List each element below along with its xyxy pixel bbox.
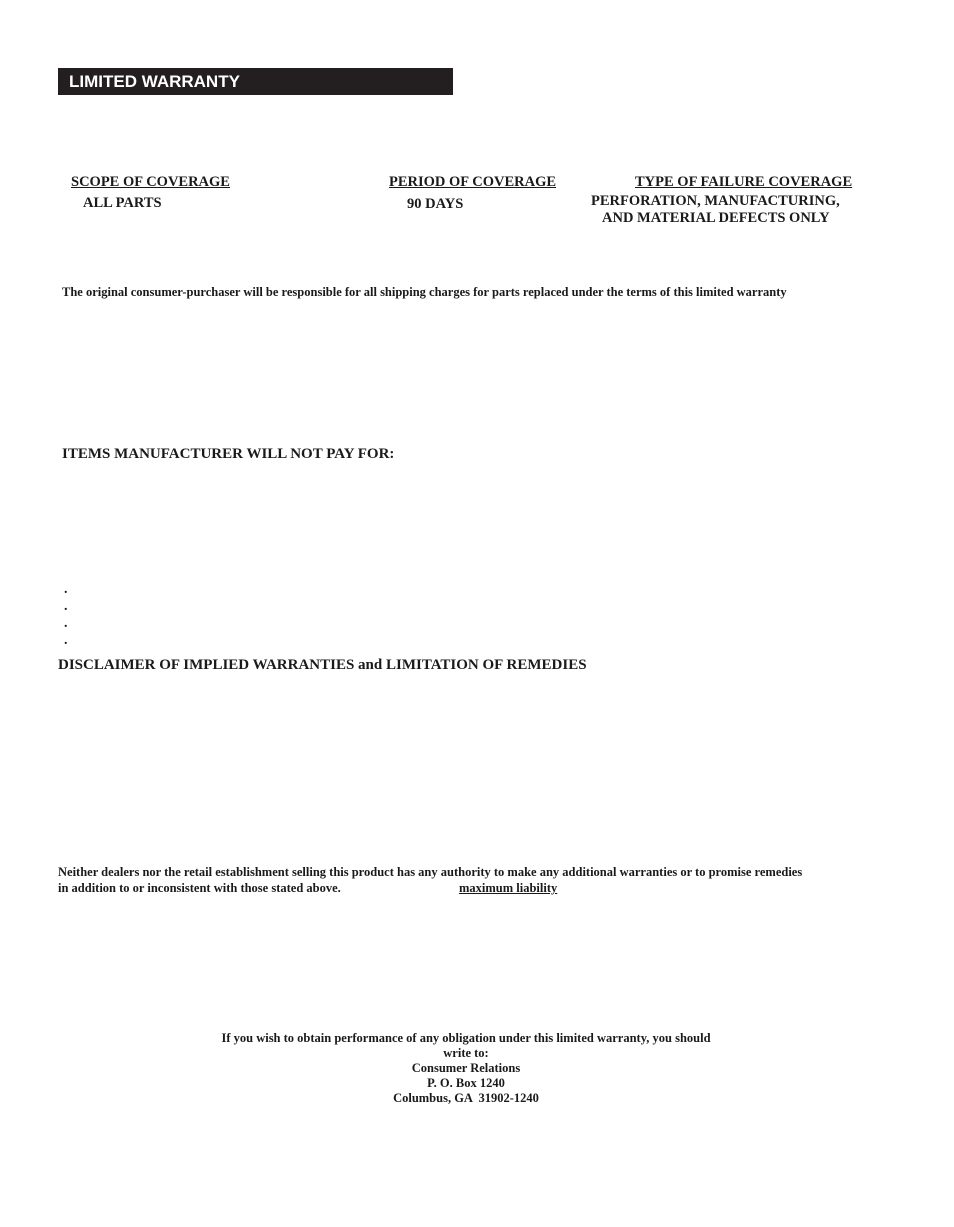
contact-city: Columbus, GA 31902-1240 — [393, 1091, 539, 1105]
list-item: . — [64, 599, 68, 614]
contact-name: Consumer Relations — [411, 1061, 521, 1075]
banner-title: LIMITED WARRANTY — [69, 72, 240, 91]
dealers-note-line2: in addition to or inconsistent with those stated above. — [58, 881, 341, 895]
list-item: . — [64, 633, 68, 648]
disclaimer-heading: DISCLAIMER OF IMPLIED WARRANTIES and LIMITATION OF REMEDIES — [58, 657, 587, 673]
scope-of-coverage-value: ALL PARTS — [83, 195, 162, 211]
dealers-note-line1: Neither dealers nor the retail establishment selling this product has any authority to make any additional warranties or to promise remedies — [58, 865, 803, 879]
maximum-liability-label: maximum liability — [459, 881, 558, 895]
failure-coverage-value-line2: AND MATERIAL DEFECTS ONLY — [602, 210, 830, 226]
failure-coverage-header: TYPE OF FAILURE COVERAGE — [635, 174, 853, 190]
contact-line1: If you wish to obtain performance of any obligation under this limited warranty, you should — [221, 1031, 711, 1045]
contact-po-box: P. O. Box 1240 — [427, 1076, 505, 1090]
items-not-paid-heading: ITEMS MANUFACTURER WILL NOT PAY FOR: — [62, 446, 395, 462]
scope-of-coverage-header: SCOPE OF COVERAGE — [71, 174, 230, 190]
shipping-charges-note: The original consumer-purchaser will be responsible for all shipping charges for parts replaced under the terms of this limited warranty — [62, 285, 787, 299]
period-of-coverage-header: PERIOD OF COVERAGE — [389, 174, 557, 190]
failure-coverage-value-line1: PERFORATION, MANUFACTURING, — [591, 193, 840, 209]
period-of-coverage-value: 90 DAYS — [407, 196, 464, 212]
contact-block — [150, 1031, 782, 1106]
limited-warranty-banner — [58, 68, 453, 95]
contact-line2: write to: — [443, 1046, 489, 1060]
list-item: . — [64, 616, 68, 631]
list-item: . — [64, 582, 68, 597]
